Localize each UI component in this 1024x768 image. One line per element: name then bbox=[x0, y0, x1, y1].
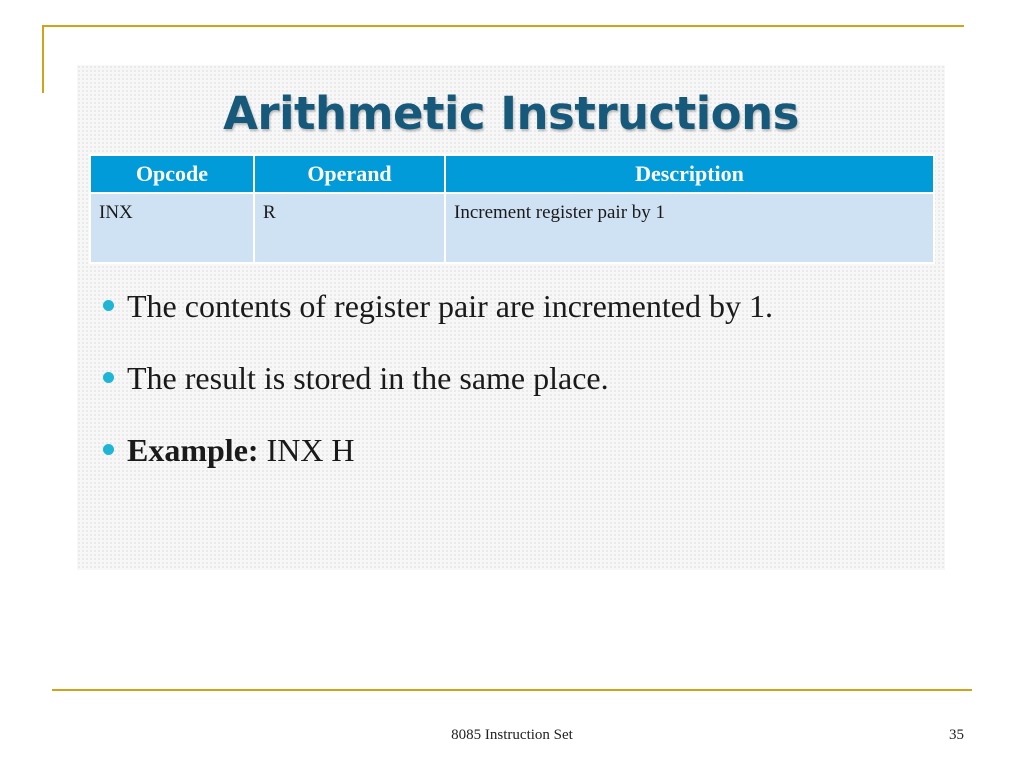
decorative-bottom-line bbox=[52, 689, 972, 691]
column-header-operand: Operand bbox=[254, 155, 445, 193]
decorative-top-line bbox=[42, 25, 964, 27]
slide-content-panel bbox=[77, 65, 945, 570]
bullet-dot-icon bbox=[103, 372, 114, 383]
instruction-table bbox=[89, 154, 935, 264]
cell-opcode: INX bbox=[90, 193, 254, 263]
cell-description: Increment register pair by 1 bbox=[445, 193, 934, 263]
bullet-item-example bbox=[103, 431, 773, 469]
slide-title: Arithmetic Instructions bbox=[223, 87, 799, 140]
decorative-left-line bbox=[42, 25, 44, 93]
column-header-description: Description bbox=[445, 155, 934, 193]
table-row bbox=[90, 193, 934, 263]
example-value: INX H bbox=[258, 432, 355, 468]
table-header-row bbox=[90, 155, 934, 193]
column-header-opcode: Opcode bbox=[90, 155, 254, 193]
page-number: 35 bbox=[949, 727, 964, 743]
bullet-text: The result is stored in the same place. bbox=[127, 360, 609, 396]
bullet-dot-icon bbox=[103, 444, 114, 455]
example-label: Example: bbox=[127, 432, 259, 468]
bullet-item bbox=[103, 359, 773, 397]
footer-text: 8085 Instruction Set bbox=[451, 727, 573, 743]
bullet-list bbox=[103, 287, 773, 503]
bullet-item bbox=[103, 287, 773, 325]
bullet-dot-icon bbox=[103, 300, 114, 311]
bullet-text: The contents of register pair are incremented by 1. bbox=[127, 288, 773, 324]
cell-operand: R bbox=[254, 193, 445, 263]
